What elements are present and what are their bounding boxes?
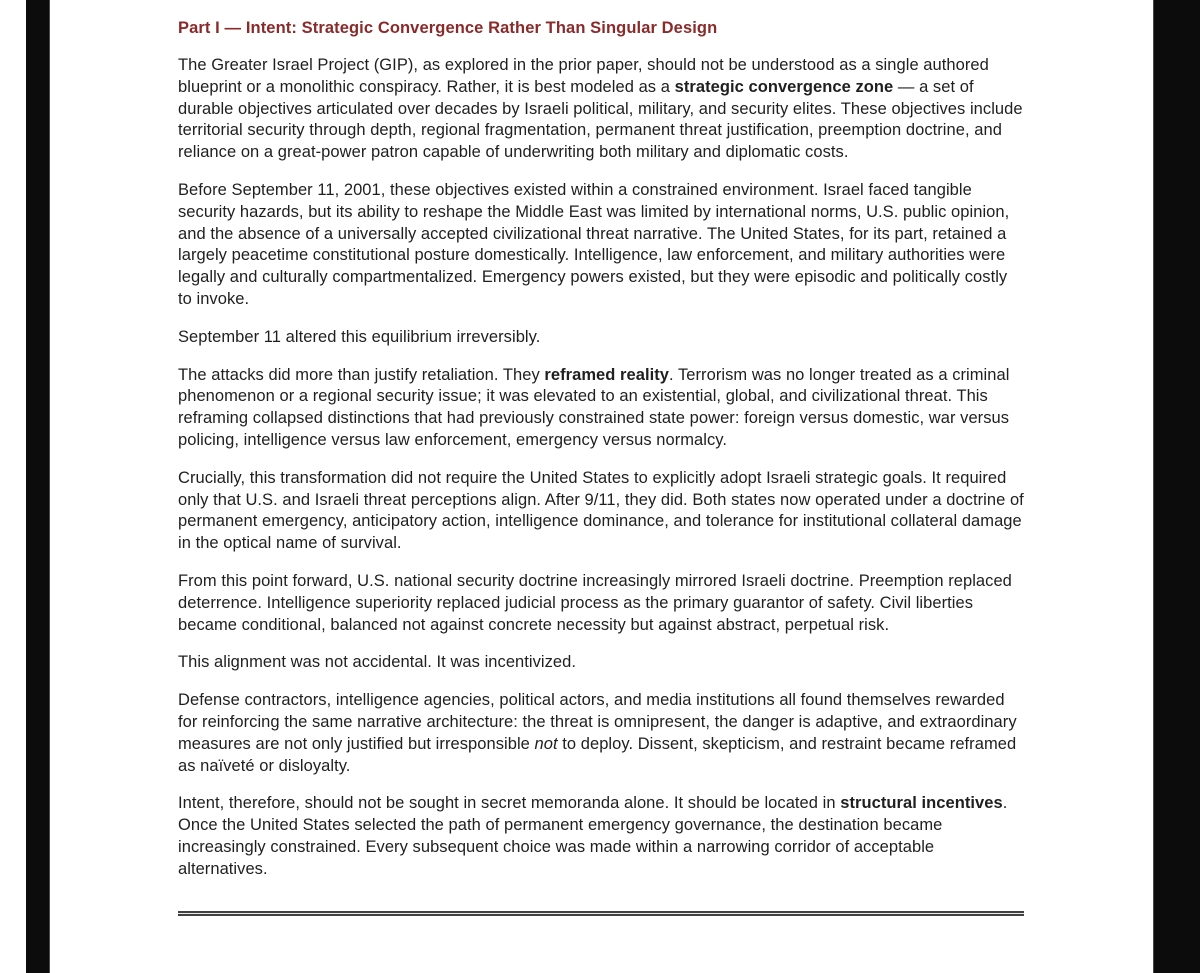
paragraph [178, 327, 1024, 349]
text-run: structural incentives [840, 794, 1003, 813]
paragraph [178, 180, 1024, 311]
paragraph [178, 571, 1024, 636]
text-run: . Once the United States selected the path of permanent emergency governance, the destination became increasingly constrained. Every subsequent choice was made within a narrowing corridor of acceptable alternatives. [178, 794, 1008, 878]
paragraph [178, 468, 1024, 555]
left-frame-bar [26, 0, 50, 973]
text-run: . Terrorism was no longer treated as a criminal phenomenon or a regional security issue; it was elevated to an existential, global, and civilizational threat. This reframing collapsed distinctions that had previously constrained state power: foreign versus domestic, war versus policing, intelligence versus law enforcement, emergency versus normalcy. [178, 365, 1010, 449]
paragraph [178, 55, 1024, 164]
paragraph [178, 365, 1024, 452]
text-run: Intent, therefore, should not be sought in secret memoranda alone. It should be located in [178, 794, 841, 813]
text-run: The attacks did more than justify retaliation. They [178, 365, 545, 384]
text-run: This alignment was not accidental. It was incentivized. [178, 653, 577, 672]
text-run: Defense contractors, intelligence agencies, political actors, and media institutions all found themselves rewarded for reinforcing the same narrative architecture: the threat is omnipresent, the danger is adaptive, and extraordinary measures are not only justified but irresponsible [178, 691, 1017, 753]
text-run: Before September 11, 2001, these objectives existed within a constrained environment. Israel faced tangible security hazards, but its ability to reshape the Middle East was limited by international norms, U.S. public opinion, and the absence of a universally accepted civilizational threat narrative. The United States, for its part, retained a largely peacetime constitutional posture domestically. Intelligence, law enforcement, and military authorities were legally and culturally compartmentalized. Emergency powers existed, but they were episodic and politically costly to invoke. [178, 180, 1010, 308]
text-run: not [534, 734, 558, 753]
text-run: to deploy. Dissent, skepticism, and restraint became reframed as naïveté or disloyalty. [178, 734, 1017, 775]
text-run: September 11 altered this equilibrium irreversibly. [178, 327, 541, 346]
section-heading: Part I — Intent: Strategic Convergence Rather Than Singular Design [178, 19, 718, 37]
text-run: reframed reality [544, 365, 670, 384]
paragraph [178, 690, 1024, 777]
paragraph [178, 793, 1024, 880]
document-page [178, 0, 1024, 916]
document-body [178, 55, 1024, 881]
text-run: strategic convergence zone [674, 77, 894, 96]
text-run: — a set of durable objectives articulated over decades by Israeli political, military, and security elites. These objectives include territorial security through depth, regional fragmentation, permanent threat justification, preemption doctrine, and reliance on a great-power patron capable of underwriting both military and diplomatic costs. [178, 77, 1023, 162]
right-frame-bar [1153, 0, 1200, 973]
paragraph [178, 652, 1024, 674]
text-run: The Greater Israel Project (GIP), as explored in the prior paper, should not be understood as a single authored blueprint or a monolithic conspiracy. Rather, it is best modeled as a [178, 56, 989, 96]
text-run: Crucially, this transformation did not require the United States to explicitly adopt Israeli strategic goals. It required only that U.S. and Israeli threat perceptions align. After 9/11, they did. Both states now operated under a doctrine of permanent emergency, anticipatory action, intelligence dominance, and tolerance for institutional collateral damage in the optical name of survival. [178, 468, 1024, 553]
section-divider [178, 911, 1024, 916]
text-run: From this point forward, U.S. national security doctrine increasingly mirrored Israeli doctrine. Preemption replaced deterrence. Intelligence superiority replaced judicial process as the primary guarantor of safety. Civil liberties became conditional, balanced not against concrete necessity but against abstract, perpetual risk. [178, 571, 1012, 634]
